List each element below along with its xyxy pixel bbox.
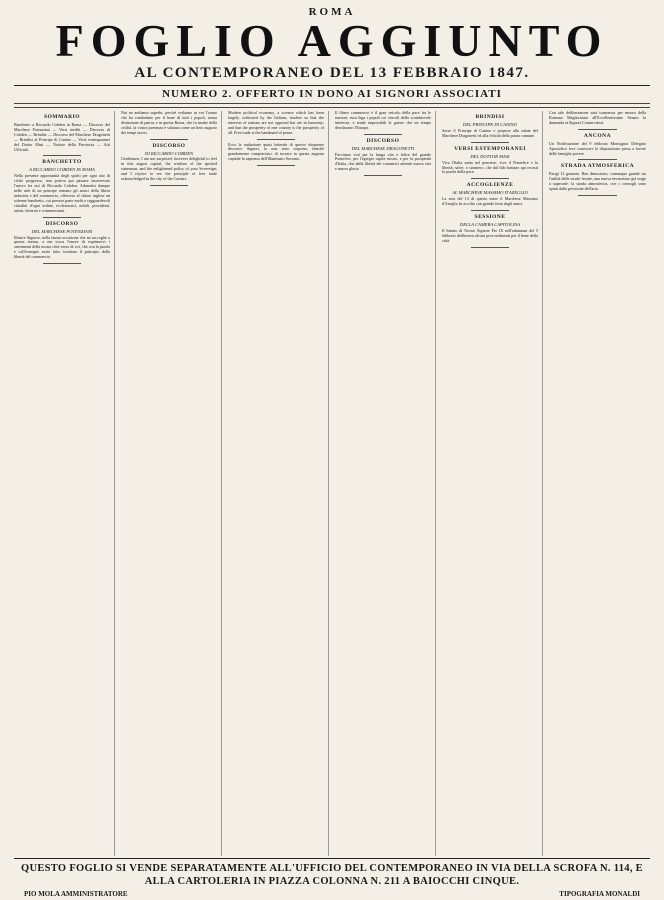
section-heading: VERSI ESTEMPORANEI — [454, 145, 526, 152]
section-text: Parigi 12 gennaio. Ben dimostrato, comunque grande sia l'utilità delle strade ferrate, una nuova invenzione già sorge a superarle: la strada atmosferica, ove i convogli sono spinti dalla pressione dell'aria. — [549, 171, 646, 192]
section-heading: STRADA ATMOSFERICA — [560, 163, 635, 170]
section-subheading: DELLA CAMERA CAPITOLINA — [459, 222, 521, 228]
section-divider — [471, 210, 509, 211]
section-divider — [257, 139, 295, 140]
section-subheading: A RICCARDO COBDEN IN ROMA — [29, 167, 95, 173]
column-2 — [121, 111, 222, 856]
sale-notice: QUESTO FOGLIO SI VENDE SEPARATAMENTE ALL'UFFICIO DEL CONTEMPORANEO IN VIA DELLA SCROFA N. 114, E ALLA CARTOLERIA IN PIAZZA COLONNA N. 211 A BAIOCCHI CINQUE. — [21, 863, 643, 887]
footer — [14, 858, 650, 898]
footer-credits — [14, 890, 650, 898]
section-subheading: DI RICCARDO COBDEN — [144, 150, 194, 156]
section-text: Modern political economy, a science which has been largely cultivated by the Italians, teaches us that the interests of nations are not opposed but are in harmony; and that the prosperity of one country is the prosperity of all. Free trade is the handmaid of peace. — [228, 111, 324, 135]
section-heading: SESSIONE — [474, 214, 506, 221]
city-label: ROMA — [308, 6, 356, 18]
section-text: Facciamo voti per la lunga vita e felice del grande Pontefice, per l'egregio ospite nostro, e per la prosperità d'Italia, che dalla libertà dei commerci attende nuova vita e nuova gloria. — [335, 151, 431, 172]
issue-number-line: NUMERO 2. OFFERTO IN DONO AI SIGNORI ASSOCIATI — [162, 88, 502, 100]
section-subheading: DEL PRINCIPE DI CANINO — [462, 122, 518, 127]
section-text: Nella presente opportunità degli spiriti per ogni atto di civile progresso, non poteva qui passare inosservato l'arrivo fra noi di Riccardo Cobden. Adunatisi dunque nelle sale di un principe romano gli amici della libera industria e del commercio, offersero al chiaro inglese un solenne banchetto, cui presero parte molti e ragguardevoli cittadini d'ogni ordine, ecclesiastici, nobili, possidenti, artisti, letterati e commercianti. — [14, 173, 110, 213]
section-divider — [471, 247, 509, 248]
section-text: Un Notificazione del 9 febbraio Monsignor Delegato Apostolico fece conoscere la disposizione presa a favore delle famiglie povere. — [549, 140, 646, 156]
section-heading: BANCHETTO — [42, 159, 82, 166]
issue-subtitle: AL CONTEMPORANEO DEL 13 FEBBRAIO 1847. — [134, 65, 530, 81]
section-text: Illustre Signore, nella fausta occasione che ne raccoglie a questa mensa, a me tocca l'onore di esprimervi i sentimenti della nostra città verso di voi, che con la parola e coll'esempio avete fatto trionfare il principio della libertà del commercio. — [14, 234, 110, 260]
column-5 — [442, 111, 543, 856]
section-heading: DISCORSO — [152, 142, 186, 149]
section-divider — [471, 142, 509, 143]
section-text: Ecco la traduzione quasi letterale di questo eloquente discorso: Signori, io non sono sorpreso, benché grandemente compiaciuto, di trovare in questa augusta capitale la sapienza dell'illuminato Sovrano. — [228, 141, 324, 162]
section-divider — [150, 185, 188, 186]
section-divider — [150, 139, 188, 140]
section-subheading: AL MARCHESE MASSIMO D'AZEGLIO — [452, 190, 528, 196]
section-divider — [578, 195, 617, 196]
header-rule-thin — [14, 103, 650, 104]
section-divider — [43, 217, 81, 218]
section-heading: ACCOGLIENZE — [466, 182, 514, 189]
section-divider — [364, 134, 402, 135]
printer-credit: TIPOGRAFIA MONALDI — [559, 890, 640, 898]
administrator-credit: PIO MOLA AMMINISTRATORE — [24, 890, 128, 898]
section-text: Il libero commercio è il gran veicolo della pace fra le nazioni; esso lega i popoli coi vincoli dello scambievole interesse, e rende impossibili le guerre che un tempo desolavano l'Europa. — [335, 111, 431, 130]
column-4 — [335, 111, 436, 856]
section-text: Viva l'Italia unita nel pensiero, viva il Pontefice e la libertà; salve, o straniero, che dal lido lontano qui recasti la parola della pace. — [442, 159, 538, 175]
section-subheading: DEL MARCHESE POTENZIANI — [31, 228, 93, 234]
section-heading: DISCORSO — [366, 137, 400, 144]
section-text: Il Senato di Nostro Signore Pio IX nell'adunanza del 5 febbraio deliberava alcuni provvedimenti per il bene della città. — [442, 227, 538, 243]
section-text: Sorse il Principe di Canino e propose alla salute del Marchese Dragonetti ed alla felicità della patria comune. — [442, 127, 538, 138]
section-subheading: DEL DOTTOR MASI — [470, 153, 510, 159]
section-divider — [257, 165, 295, 166]
section-text: Noi ne andiamo superbi, perché vediamo in voi l'uomo che ha combattuto per il bene di tutti i popoli, senza distinzione di patria; e in questa Roma, che fu madre della civiltà, la vostra presenza è salutata come un lieto augurio dei tempi nuovi. — [121, 111, 217, 135]
section-text: Banchetto a Riccardo Cobden in Roma — Discorso del Marchese Potenziani — Versi inediti — Discorso di Cobden — Brindisi — Discorso del Marchese Dragonetti — Brindisi al Principe di Canino — Versi estemporanei del Dottor Masi — Notizie della Provincia — Atti Ufficiali. — [14, 122, 110, 152]
section-subheading: DEL MARCHESE DRAGONETTI — [351, 145, 415, 151]
column-6 — [549, 111, 650, 856]
section-text: Con tale deliberazione sarà trasmessa per mezzo della Romana Magistratura all'Eccellentissimo Senato la domanda ai Signori Conservatori. — [549, 111, 646, 125]
section-text: Gentlemen, I am not surprised, however delightful to feel in this august capital, the wisdom of the spirited statesman, and the enlightened policy of your Sovereign; and I rejoice to see the principle of free trade acknowledged in the city of the Caesars. — [121, 156, 217, 182]
article-columns — [14, 107, 650, 856]
section-heading: SOMMARIO — [43, 114, 81, 120]
column-3 — [228, 111, 329, 856]
section-divider — [364, 175, 402, 176]
column-1 — [14, 111, 115, 856]
newspaper-page — [14, 6, 650, 898]
section-heading: BRINDISI — [475, 114, 505, 120]
section-heading: DISCORSO — [45, 220, 79, 227]
section-divider — [578, 129, 617, 130]
section-divider — [43, 263, 81, 264]
section-divider — [578, 159, 617, 160]
section-heading: ANCONA — [583, 132, 612, 139]
masthead-title: FOGLIO AGGIUNTO — [55, 15, 609, 66]
section-divider — [43, 155, 81, 156]
section-text: La sera del 13 di questo mese il Marchese Massimo d'Azeglio fu accolto con grande festa dagli amici. — [442, 196, 538, 207]
section-divider — [471, 178, 509, 179]
